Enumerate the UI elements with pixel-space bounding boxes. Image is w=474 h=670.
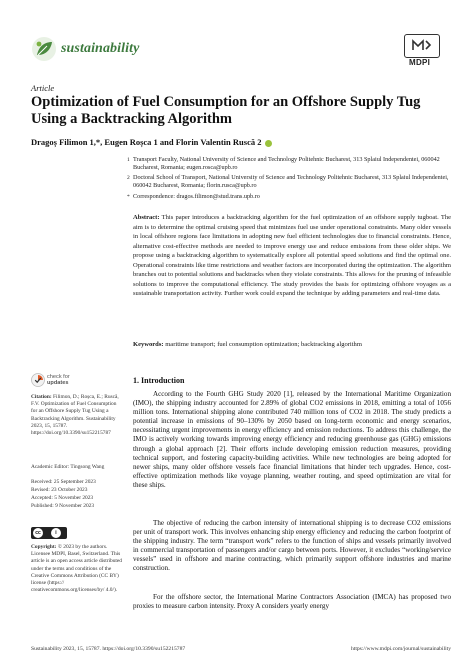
keywords	[133, 340, 451, 349]
cc-by-license-icon[interactable]: cc i	[31, 527, 67, 539]
accepted-date: Accepted: 5 November 2023	[31, 495, 94, 501]
affiliation-1	[127, 156, 453, 172]
correspondence-text[interactable]: Correspondence: dragos.filimon@stud.trans.upb.ro	[133, 193, 260, 200]
article-type: Article	[31, 83, 55, 93]
paragraph-1: According to the Fourth GHG Study 2020 [1], released by the International Maritime Organization (IMO), the shipping industry accounted for 2.89% of global CO2 emissions in 2018, emitting a total of 1056 million tons. International shipping alone contributed 740 million tons of CO2 in 2018. The study predicts a potential increase in emissions of 90–130% by 2050 based on long-term economic and energy scenarios, necessitating urgent improvements in energy efficiency and emission reductions. To address this challenge, the IMO is actively working towards improving energy efficiency and reducing greenhouse gas (GHG) emissions through a global approach [2]. Their efforts include developing emission reduction measures, providing technical support, and fostering capacity-building activities. While new technologies are being adopted for newer ships, many older offshore vessels face financial limitations that hinder tech upgrades. Hence, cost-effective optimization methods like voyage planning, weather routing, and speed optimization are vital for these ships.	[133, 390, 451, 489]
abstract-label: Abstract:	[133, 214, 160, 221]
mdpi-logo-text: MDPI	[409, 58, 431, 67]
paragraph-3: For the offshore sector, the International Marine Contractors Association (IMCA) has proposed two proxies to measure carbon intensity. Proxy A considers yearly energy	[133, 593, 451, 611]
article-title: Optimization of Fuel Consumption for an Offshore Supply Tug Using a Backtracking Algorithm	[31, 94, 421, 127]
copyright-label: Copyright:	[31, 544, 57, 550]
received-date: Received: 25 September 2023	[31, 479, 96, 485]
published-date: Published: 9 November 2023	[31, 503, 95, 509]
orcid-icon[interactable]	[265, 140, 272, 147]
copyright-text: © 2023 by the authors. Licensee MDPI, Basel, Switzerland. This article is an open access article distributed under the terms and conditions of the Creative Commons Attribution (CC BY) license (https:// creativecommons.org/licenses/by/ 4.0/).	[31, 544, 123, 594]
leaf-logo-icon	[31, 36, 57, 62]
check-for-updates[interactable]	[47, 374, 70, 386]
authors-text[interactable]: Dragoș Filimon 1,*, Eugen Roșca 1 and Florin Valentin Ruscă 2	[31, 137, 262, 147]
copyright-block	[31, 544, 123, 594]
affiliation-text: Transport Faculty, National University of Science and Technology Politehnic Bucharest, 313 Splaiul Independentei, 060042 Bucharest, Romania; eugen.rosca@upb.ro	[133, 156, 440, 171]
correspondence	[127, 193, 453, 201]
affiliation-2	[127, 174, 453, 190]
revised-date: Revised: 23 October 2023	[31, 487, 88, 493]
check-updates-line2: updates	[47, 380, 69, 386]
abstract	[133, 213, 451, 299]
journal-name[interactable]: sustainability	[61, 41, 140, 56]
footer-citation[interactable]: Sustainability 2023, 15, 15787. https://doi.org/10.3390/su152215787	[31, 646, 186, 652]
affiliation-mark: 1	[127, 157, 130, 163]
author-list	[31, 137, 451, 147]
citation-text[interactable]: Filimon, D.; Roșca, E.; Ruscă, F.V. Optimization of Fuel Consumption for an Offshore Supply Tug Using a Backtracking Algorithm. Sustainability 2023, 15, 15787. https://doi.org/10.3390/su152215787	[31, 394, 119, 437]
keywords-label: Keywords:	[133, 341, 164, 348]
footer-journal-link[interactable]: https://www.mdpi.com/journal/sustainability	[350, 646, 451, 652]
keywords-text: maritime transport; fuel consumption optimization; backtracking algorithm	[165, 341, 362, 348]
abstract-text: This paper introduces a backtracking algorithm for the fuel optimization of an offshore supply tugboat. The aim is to determine the optimal cruising speed that minimizes fuel use under operational constraints. Many older vessels in local offshore regions face limitations in adopting new fuel efficient technologies due to financial constraints. Hence, alternative cost-effective methods are needed to improve energy use and reduce emissions from these older ships. We propose using a backtracking algorithm to systematically explore all potential speed solutions and find the optimal one. Operational constraints like time restrictions and weather factors are incorporated during the optimization. The algorithm branches out to potential solutions and backtracks when they violate constraints. This allows for the pruning of infeasible solutions to improve the computational efficiency. The study provides the basis for optimizing offshore voyages as a sustainable transportation activity. Further work could expand the technique by adding parameters and real-time data.	[133, 214, 451, 297]
mdpi-logo-icon[interactable]	[404, 34, 440, 58]
citation-label: Citation:	[31, 394, 52, 400]
paragraph-2: The objective of reducing the carbon intensity of international shipping is to decrease CO2 emissions per unit of transport work. This involves enhancing ship energy efficiency and reducing the carbon footprint of the shipping industry. The term “transport work” refers to the function of ships and vessels primarily involved in commercial transportation of passengers and/or cargo between ports. However, it excludes “working/service vessels” used in offshore and marine contracting, which primarily support offshore industries and marine construction.	[133, 519, 451, 573]
academic-editor: Academic Editor: Tingsong Wang	[31, 464, 105, 470]
affiliation-text: Doctoral School of Transport, National University of Science and Technology Politehnic Bucharest, 313 Splaiul Independentei, 060042 Bucharest, Romania; florin.rusca@upb.ro	[133, 174, 449, 189]
citation-block	[31, 394, 123, 437]
check-for-updates-icon[interactable]	[31, 373, 45, 387]
affiliation-mark: 2	[127, 175, 130, 181]
section-heading: 1. Introduction	[133, 376, 185, 385]
affiliation-mark: *	[127, 194, 130, 200]
check-updates-line1: check for	[47, 374, 70, 380]
